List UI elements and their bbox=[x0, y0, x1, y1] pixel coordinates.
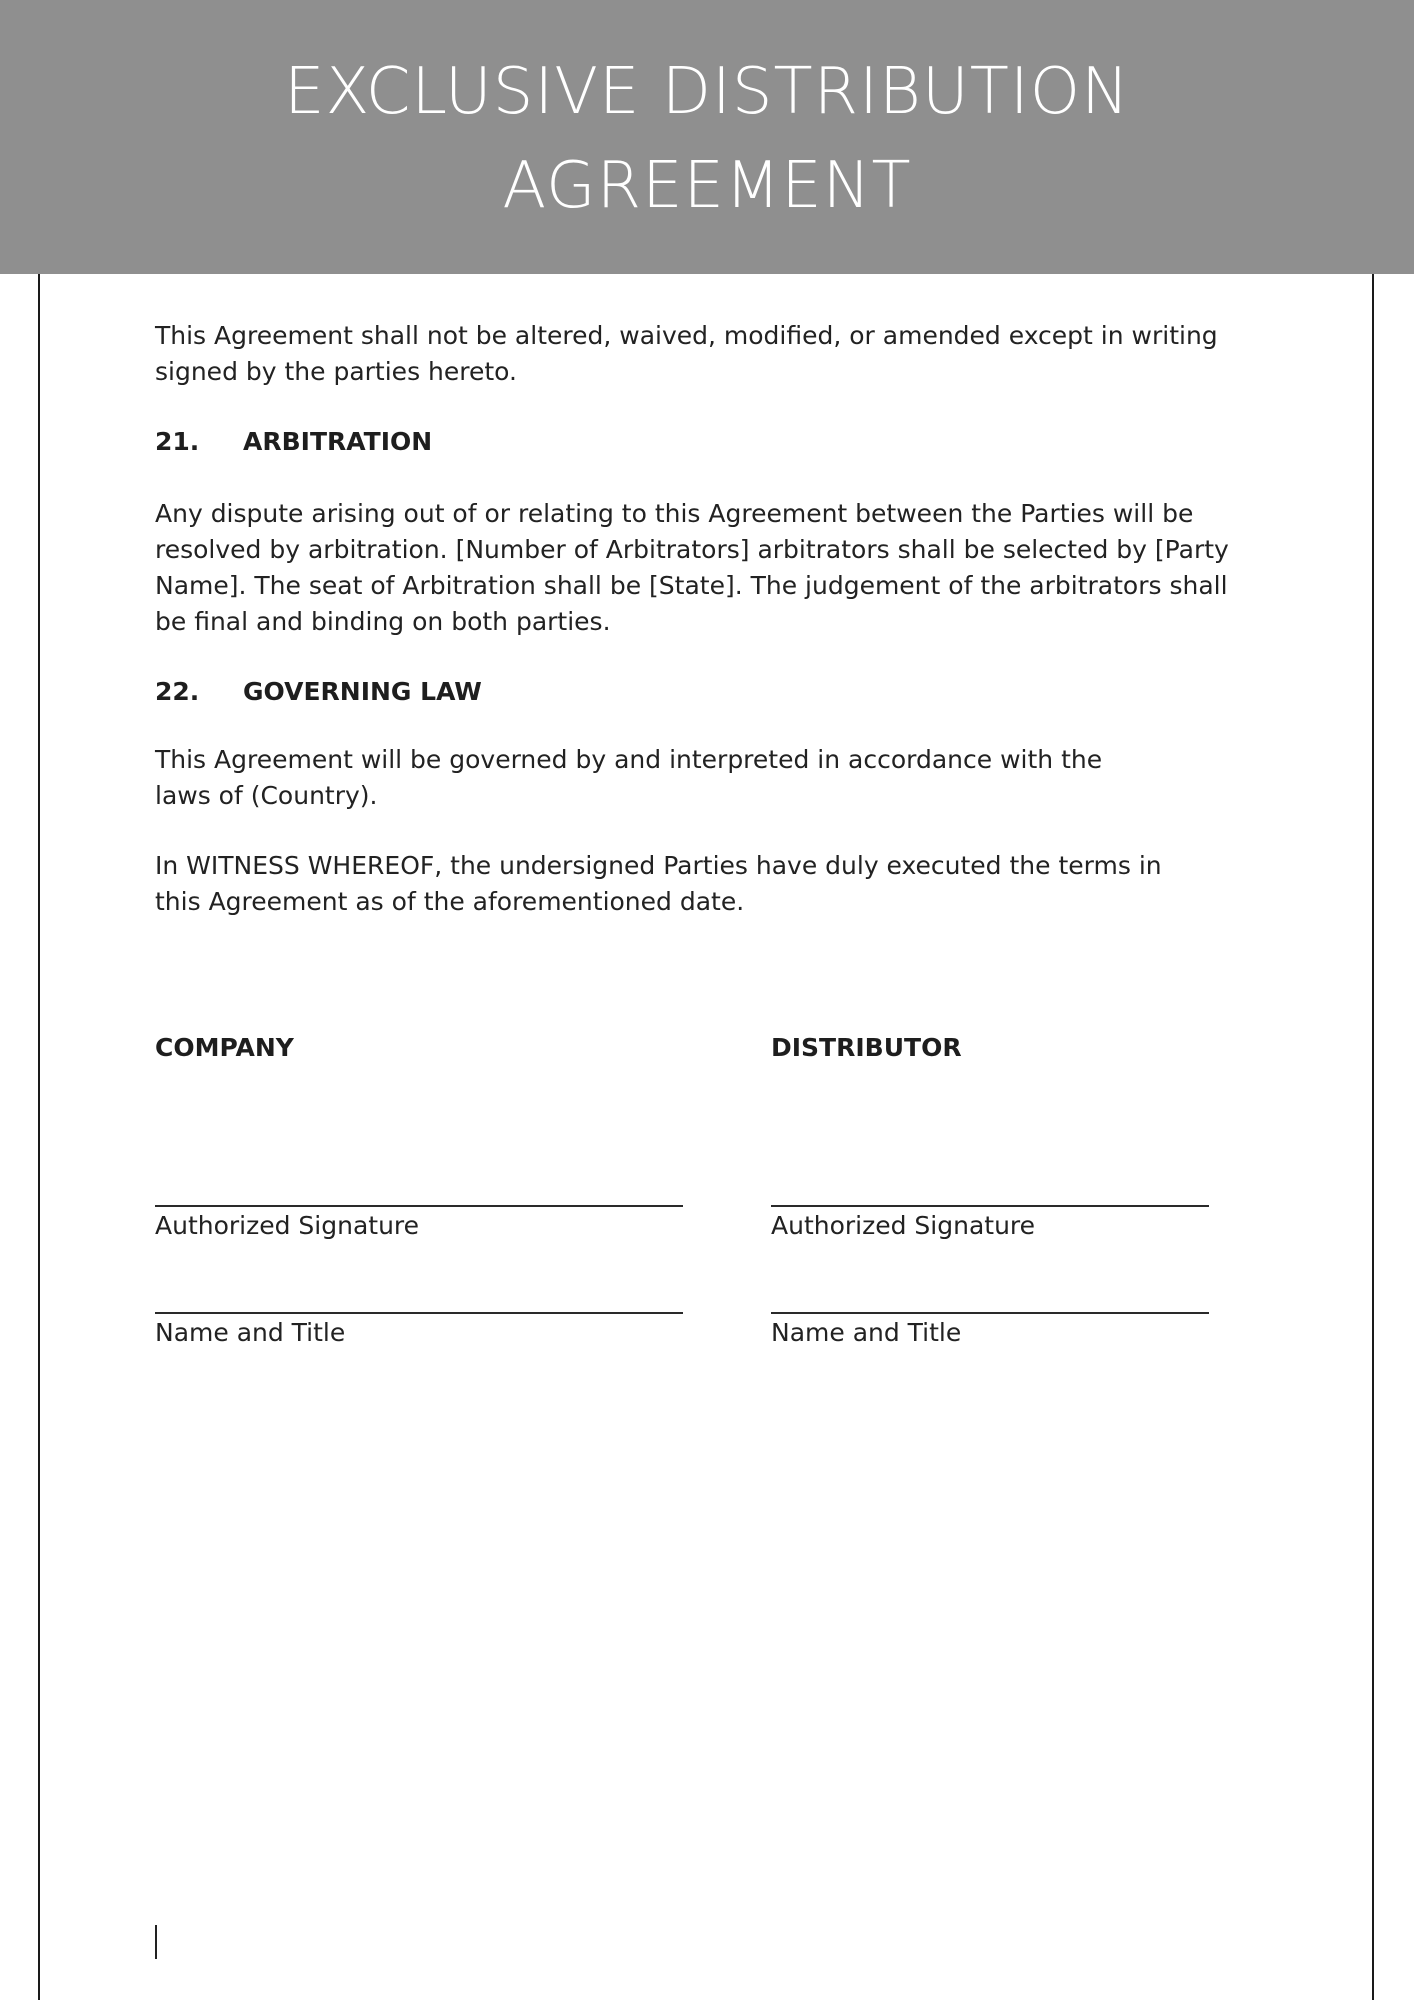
company-label: COMPANY bbox=[155, 1033, 294, 1062]
distributor-label: DISTRIBUTOR bbox=[771, 1033, 962, 1062]
page-border-right bbox=[1372, 274, 1374, 2000]
distributor-name-title-caption: Name and Title bbox=[771, 1318, 962, 1347]
text-cursor bbox=[155, 1925, 157, 1959]
distributor-signature-line[interactable] bbox=[771, 1205, 1209, 1207]
company-name-title-caption: Name and Title bbox=[155, 1318, 346, 1347]
distributor-signature-caption: Authorized Signature bbox=[771, 1211, 1036, 1240]
section-heading-arbitration bbox=[155, 424, 432, 460]
section-number: 22. bbox=[155, 677, 200, 706]
page-border-left bbox=[38, 274, 40, 2000]
arbitration-paragraph: Any dispute arising out of or relating to this Agreement between the Parties will be resolved by arbitration. [Number of Arbitrators] arbitrators shall be selected by [Party Name]. The seat of Arbitration shall be [State]. The judgement of the arbitrators shall be final and binding on both parties. bbox=[155, 499, 1229, 636]
company-signature-caption: Authorized Signature bbox=[155, 1211, 420, 1240]
document-title: EXCLUSIVE DISTRIBUTION AGREEMENT bbox=[284, 55, 1130, 223]
intro-paragraph: This Agreement shall not be altered, waived, modified, or amended except in writing signed by the parties hereto. bbox=[155, 321, 1218, 386]
section-number: 21. bbox=[155, 427, 200, 456]
title-banner bbox=[0, 0, 1414, 274]
section-title: ARBITRATION bbox=[243, 427, 433, 456]
company-name-title-line[interactable] bbox=[155, 1312, 683, 1314]
governing-law-paragraph: This Agreement will be governed by and interpreted in accordance with the laws of (Country). bbox=[155, 745, 1103, 810]
section-title: GOVERNING LAW bbox=[243, 677, 482, 706]
distributor-name-title-line[interactable] bbox=[771, 1312, 1209, 1314]
section-heading-governing-law bbox=[155, 674, 482, 710]
witness-paragraph: In WITNESS WHEREOF, the undersigned Parties have duly executed the terms in this Agreement as of the aforementioned date. bbox=[155, 851, 1162, 916]
company-signature-line[interactable] bbox=[155, 1205, 683, 1207]
